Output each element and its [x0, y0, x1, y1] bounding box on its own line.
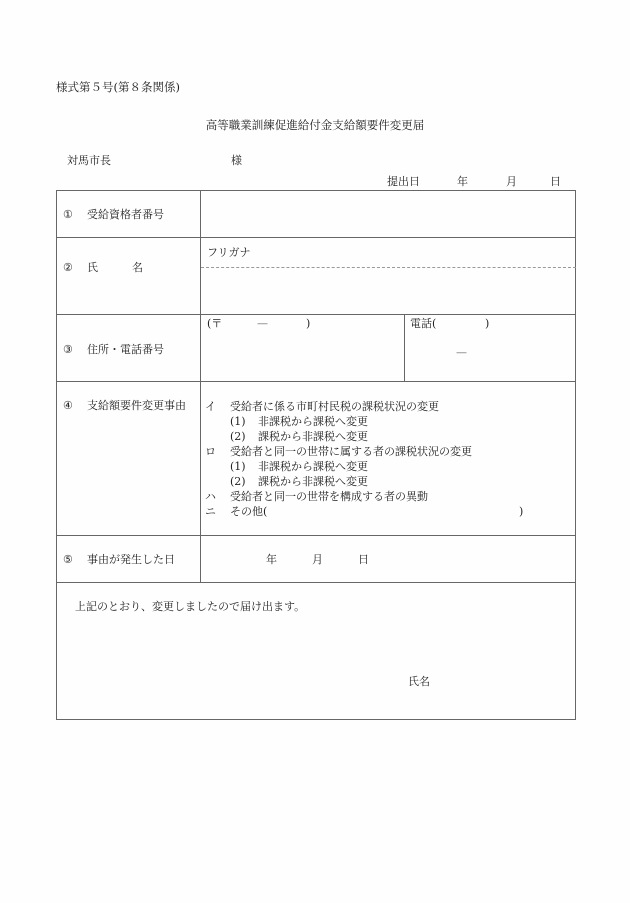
reason-subitem[interactable] — [205, 474, 472, 489]
reason-sub-number: (2) — [230, 430, 246, 443]
reason-text: 課税から非課税へ変更 — [258, 430, 368, 443]
row-divider — [57, 314, 575, 315]
row3-label-text: 住所・電話番号 — [87, 343, 164, 356]
signature-name-label: 氏名 — [408, 675, 430, 688]
furigana-divider — [201, 267, 576, 268]
reason-mark: ロ — [205, 445, 216, 458]
declaration-text: 上記のとおり、変更しましたので届け出ます。 — [75, 600, 306, 613]
reason-sub-number: (1) — [230, 460, 246, 473]
change-reasons-list — [205, 399, 524, 519]
postal-code-close: ) — [306, 317, 311, 330]
row2-label-a: 氏 — [87, 261, 98, 274]
honorific: 様 — [231, 154, 242, 167]
phone-close: ) — [485, 317, 490, 330]
document-title: 高等職業訓練促進給付金支給額要件変更届 — [205, 118, 425, 132]
row2-number: ② — [63, 261, 73, 274]
phone-field[interactable] — [405, 333, 575, 380]
signature-name-field[interactable] — [437, 669, 567, 691]
row1-number: ① — [63, 208, 73, 221]
reason-subitem[interactable] — [205, 414, 472, 429]
reason-text: 受給者と同一の世帯に属する者の課税状況の変更 — [230, 445, 472, 458]
reason-subitem[interactable] — [205, 429, 472, 444]
row2-label — [63, 262, 143, 273]
row3-number: ③ — [63, 343, 73, 356]
row4-number: ④ — [63, 399, 73, 412]
row-divider — [57, 381, 575, 382]
reason-text: 課税から非課税へ変更 — [258, 475, 368, 488]
row2-label-b: 名 — [132, 261, 143, 274]
form-table — [56, 190, 576, 720]
phone-label: 電話( — [410, 317, 437, 330]
address-field[interactable] — [201, 333, 403, 380]
reason-mark: ハ — [205, 490, 216, 503]
form-number: 様式第５号(第８条関係) — [56, 80, 180, 94]
addressee: 対馬市長 — [67, 154, 111, 167]
reason-item[interactable] — [205, 489, 472, 504]
reason-text: その他( — [230, 505, 268, 518]
row4-label-text: 支給額要件変更事由 — [87, 399, 186, 412]
furigana-label: フリガナ — [207, 246, 251, 259]
reason-subitem[interactable] — [205, 459, 472, 474]
row5-number: ⑤ — [63, 553, 73, 566]
reason-item[interactable] — [205, 444, 472, 459]
row1-label — [63, 209, 164, 220]
reason-text: 受給者と同一の世帯を構成する者の異動 — [230, 490, 428, 503]
postal-code-dash: — — [257, 317, 268, 330]
row-divider — [57, 237, 575, 238]
row4-label — [63, 400, 186, 411]
row-divider — [57, 535, 575, 536]
submission-month-label: 月 — [506, 175, 517, 188]
event-day-label: 日 — [358, 553, 369, 566]
name-field[interactable] — [201, 269, 575, 313]
reason-item[interactable] — [205, 399, 472, 414]
reason-sub-number: (2) — [230, 475, 246, 488]
row5-label-text: 事由が発生した日 — [87, 553, 175, 566]
reason-text: 非課税から課税へ変更 — [258, 460, 368, 473]
furigana-field[interactable] — [201, 239, 575, 266]
reason-sub-number: (1) — [230, 415, 246, 428]
reason-item-other[interactable] — [205, 504, 524, 519]
submission-year-label: 年 — [457, 175, 468, 188]
event-month-label: 月 — [312, 553, 323, 566]
row3-label — [63, 344, 164, 355]
recipient-number-field[interactable] — [201, 192, 575, 236]
reason-mark: ニ — [205, 505, 216, 518]
postal-code-open: (〒 — [207, 317, 223, 330]
submission-day-label: 日 — [550, 175, 561, 188]
reason-mark: イ — [205, 400, 216, 413]
row5-label — [63, 554, 175, 565]
row-divider — [57, 582, 575, 583]
other-close-paren: ) — [519, 505, 524, 518]
reason-text: 受給者に係る市町村民税の課税状況の変更 — [230, 400, 439, 413]
event-year-label: 年 — [266, 553, 277, 566]
phone-dash: — — [456, 346, 467, 359]
submission-date-label: 提出日 — [387, 175, 420, 188]
row1-label-text: 受給資格者番号 — [87, 208, 164, 221]
reason-text: 非課税から課税へ変更 — [258, 415, 368, 428]
